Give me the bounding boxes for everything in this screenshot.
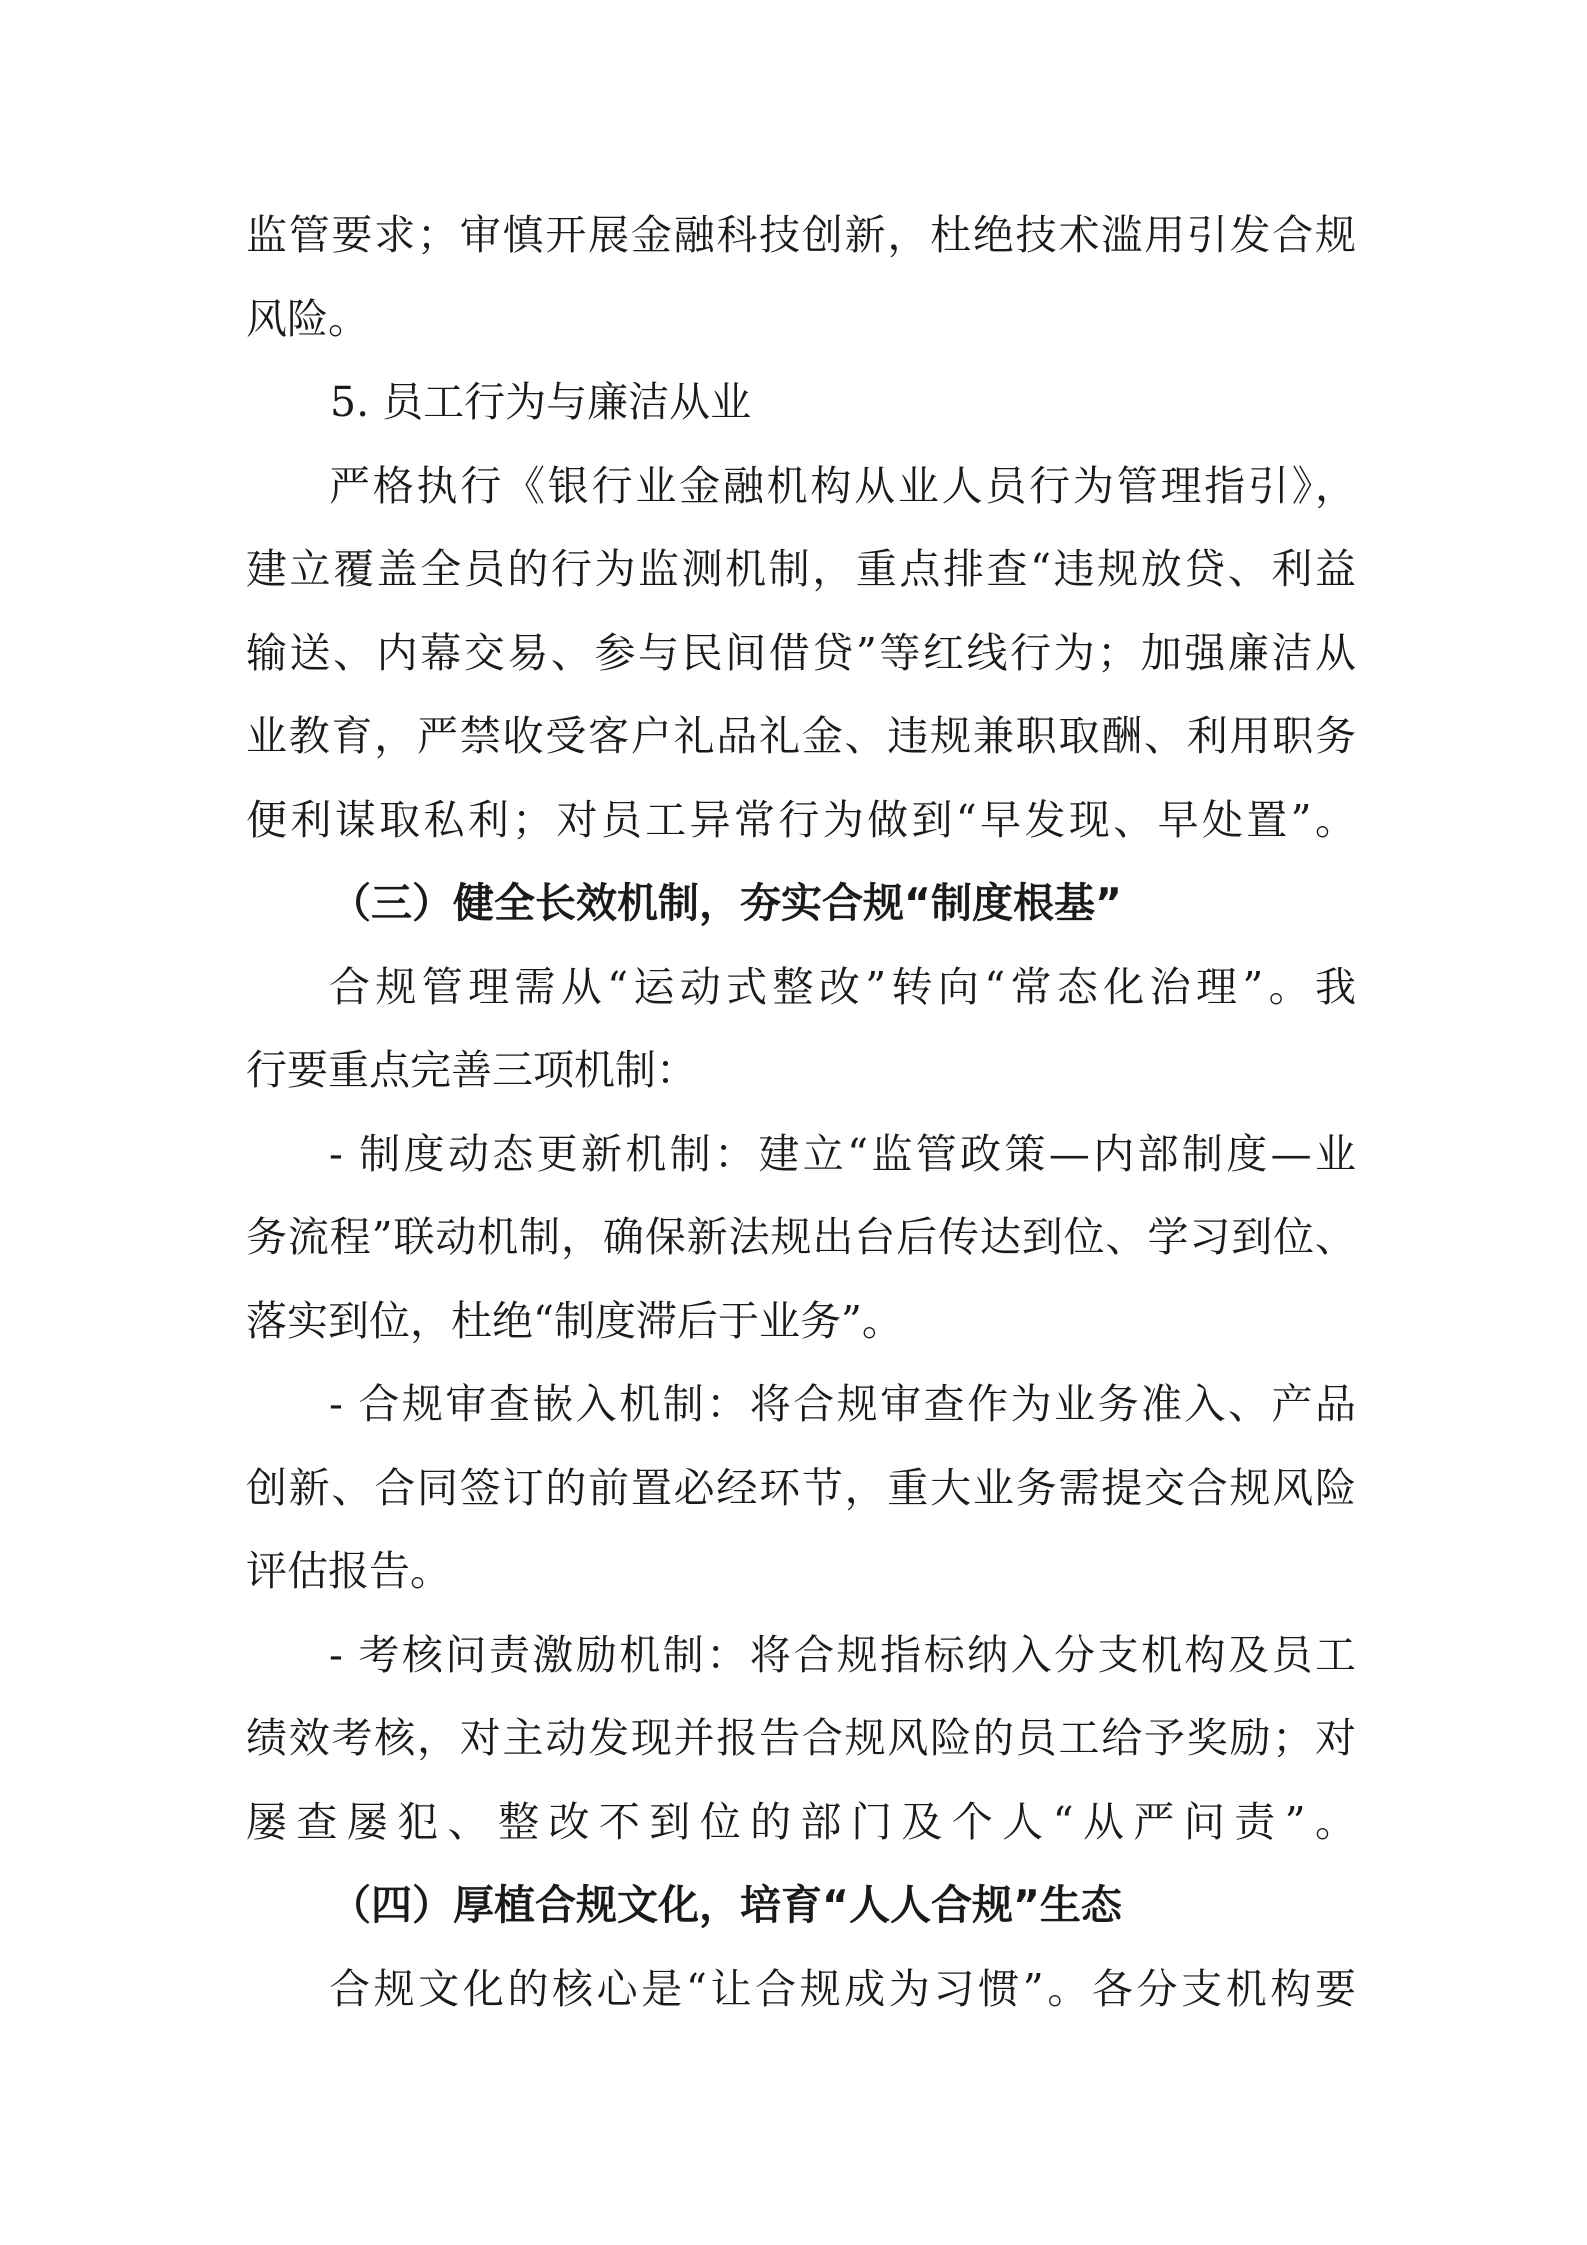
body-text-line: 风险。 bbox=[246, 295, 369, 343]
body-text-line: 合规文化的核心是“让合规成为习惯”。各分支机构要 bbox=[329, 1965, 1356, 2013]
list-item-line: - 制度动态更新机制：建立“监管政策—内部制度—业 bbox=[329, 1130, 1356, 1178]
list-item-line: - 合规审查嵌入机制：将合规审查作为业务准入、产品 bbox=[329, 1380, 1356, 1428]
body-text-line: 建立覆盖全员的行为监测机制，重点排查“违规放贷、利益 bbox=[246, 545, 1356, 593]
list-item-line: 务流程”联动机制，确保新法规出台后传达到位、学习到位、 bbox=[246, 1213, 1356, 1261]
body-text-line: 行要重点完善三项机制： bbox=[246, 1046, 697, 1094]
section-heading-3: （三）健全长效机制，夯实合规“制度根基” bbox=[330, 879, 1122, 927]
body-text-line: 监管要求；审慎开展金融科技创新，杜绝技术滥用引发合规 bbox=[246, 211, 1356, 259]
list-item-line: - 考核问责激励机制：将合规指标纳入分支机构及员工 bbox=[329, 1631, 1356, 1679]
body-text-line: 输送、内幕交易、参与民间借贷”等红线行为；加强廉洁从 bbox=[246, 629, 1356, 677]
body-text-line: 便利谋取私利；对员工异常行为做到“早发现、早处置”。 bbox=[246, 796, 1356, 844]
section-heading-4: （四）厚植合规文化，培育“人人合规”生态 bbox=[330, 1881, 1122, 1929]
list-item-line: 绩效考核，对主动发现并报告合规风险的员工给予奖励；对 bbox=[246, 1714, 1356, 1762]
body-text-line: 业教育，严禁收受客户礼品礼金、违规兼职取酬、利用职务 bbox=[246, 712, 1356, 760]
body-text-line: 合规管理需从“运动式整改”转向“常态化治理”。我 bbox=[329, 963, 1356, 1011]
list-item-line: 屡查屡犯、整改不到位的部门及个人“从严问责”。 bbox=[246, 1798, 1356, 1846]
list-item-line: 评估报告。 bbox=[246, 1547, 451, 1595]
body-text-line: 严格执行《银行业金融机构从业人员行为管理指引》， bbox=[329, 462, 1356, 510]
section-heading-5: 5. 员工行为与廉洁从业 bbox=[330, 378, 752, 426]
list-item-line: 落实到位，杜绝“制度滞后于业务”。 bbox=[246, 1297, 903, 1345]
list-item-line: 创新、合同签订的前置必经环节，重大业务需提交合规风险 bbox=[246, 1464, 1356, 1512]
